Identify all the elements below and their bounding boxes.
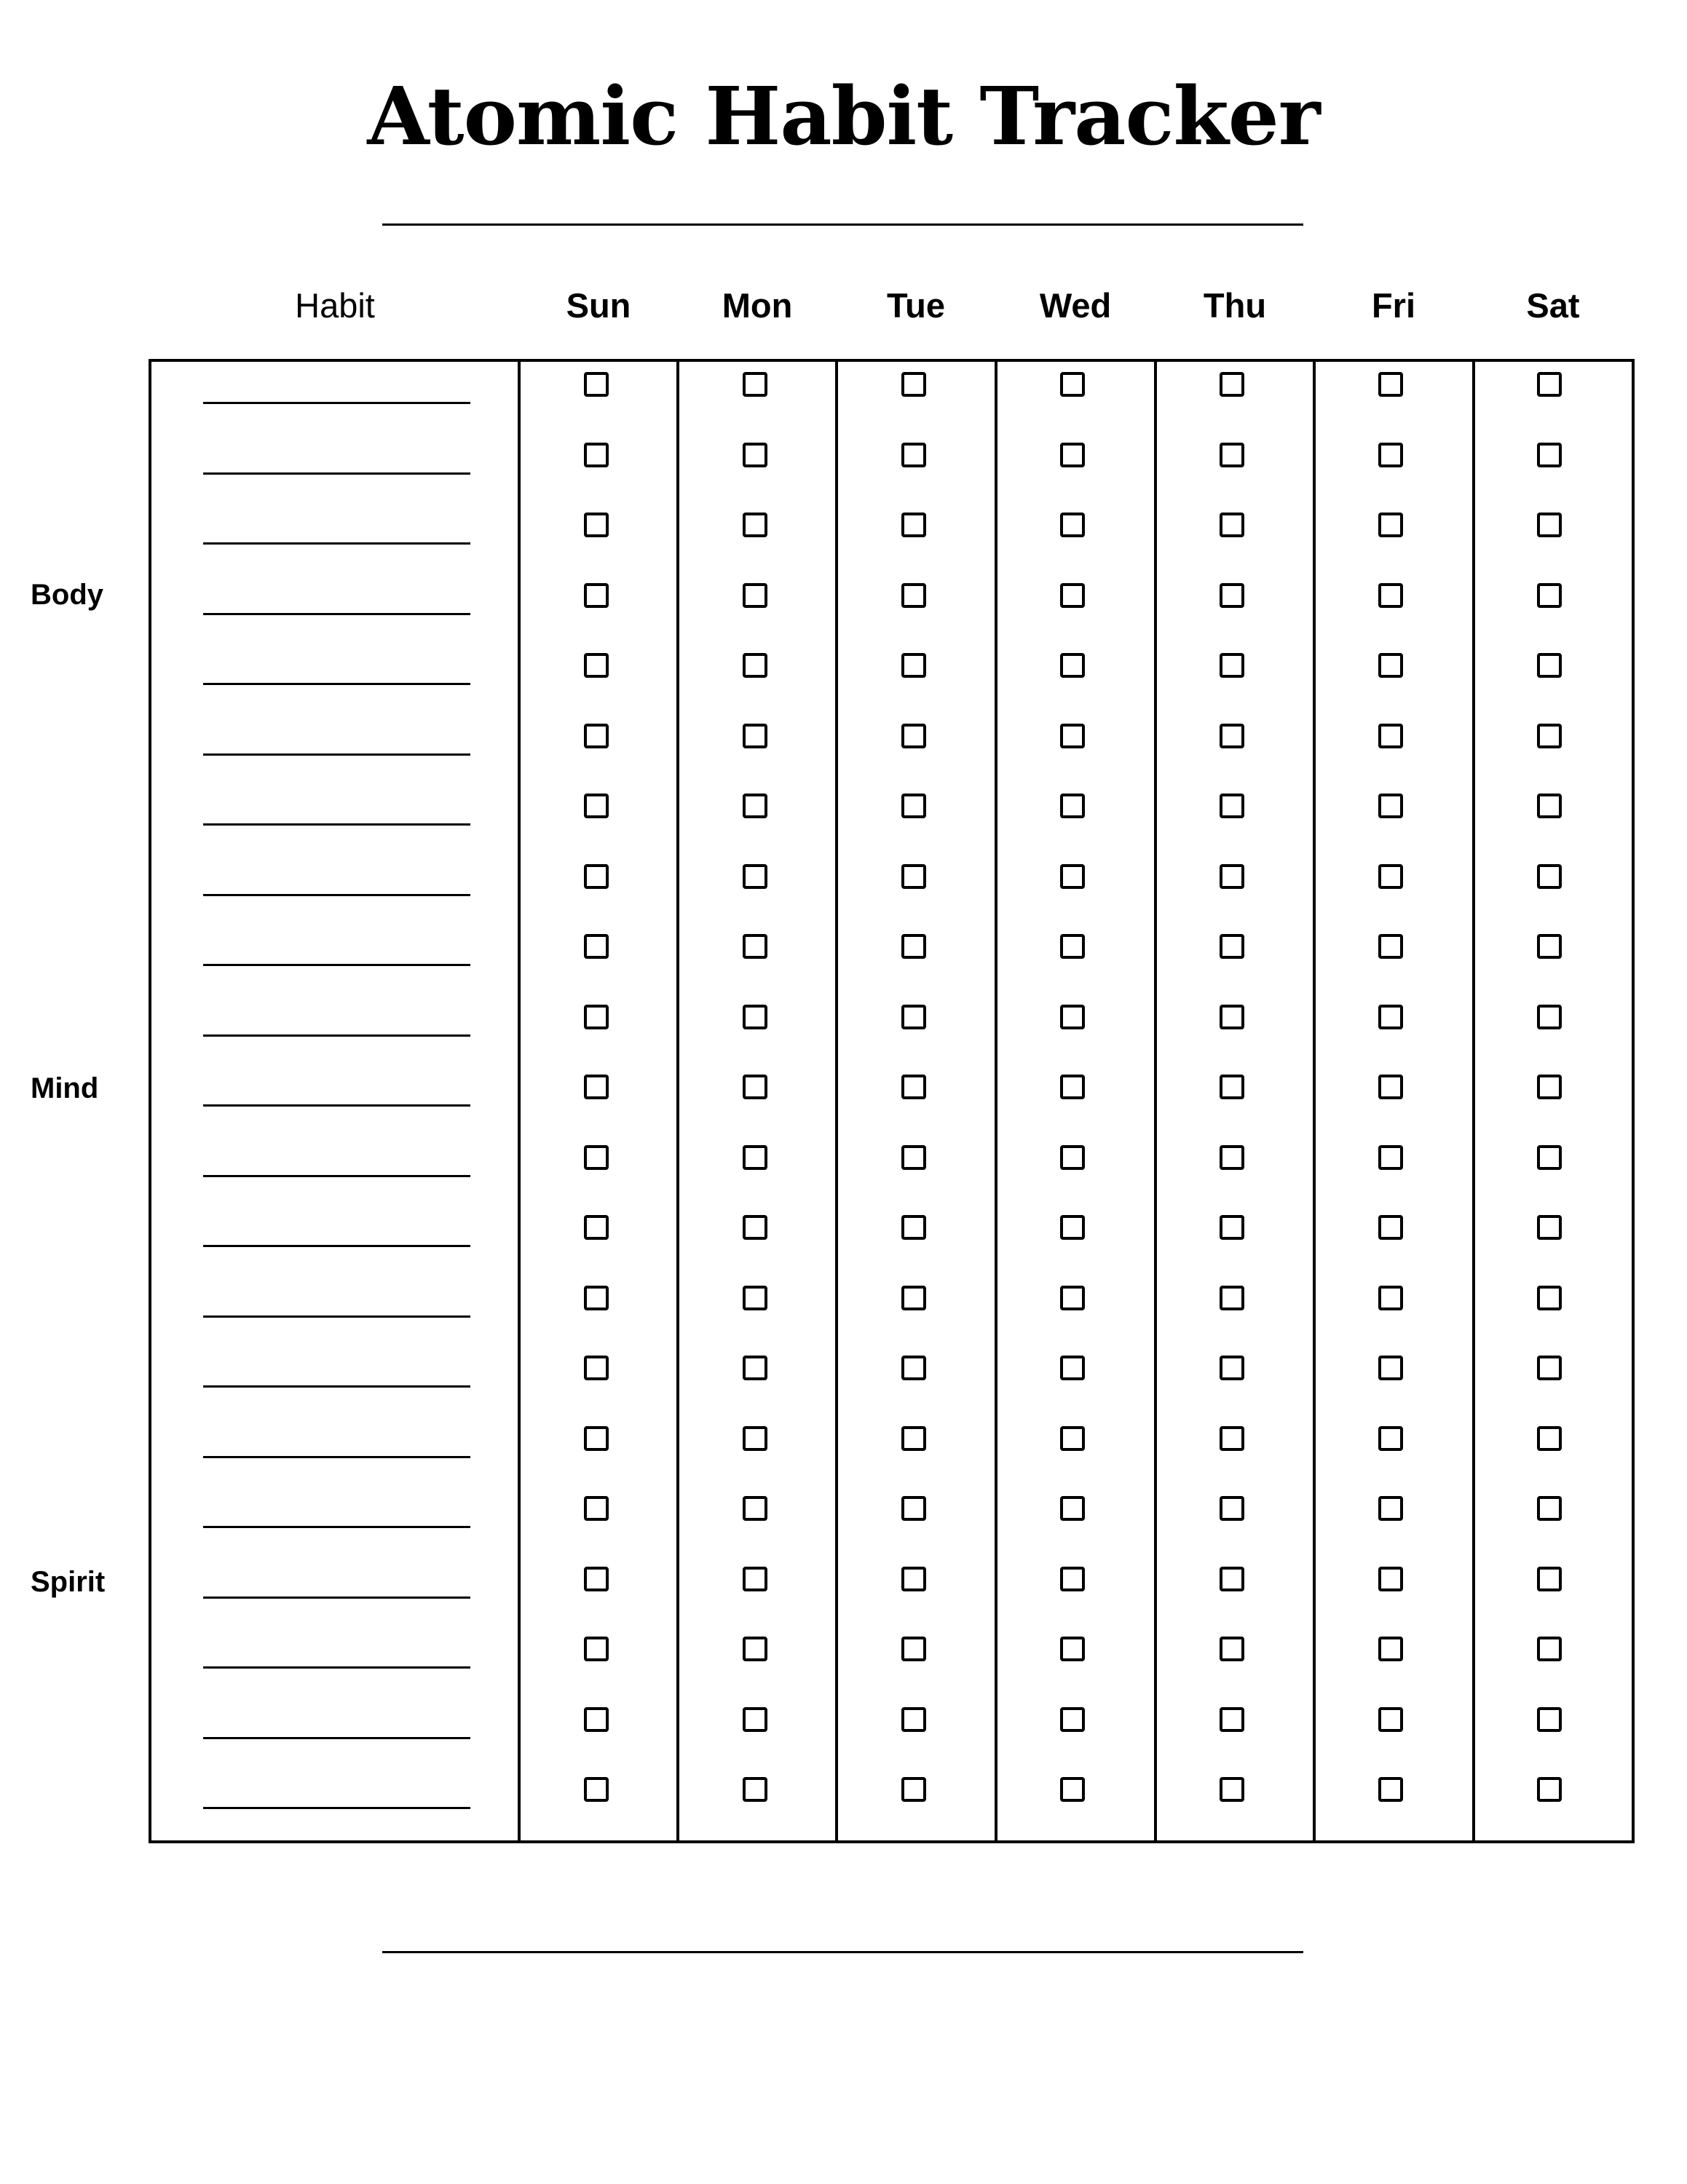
checkbox-sun[interactable] — [584, 1286, 609, 1310]
checkbox-tue[interactable] — [901, 724, 926, 748]
checkbox-mon[interactable] — [743, 372, 767, 397]
checkbox-thu[interactable] — [1220, 864, 1244, 889]
habit-column-header: Habit — [295, 286, 375, 325]
checkbox-sat[interactable] — [1537, 653, 1562, 678]
habit-name-line[interactable] — [203, 894, 470, 896]
checkbox-wed[interactable] — [1060, 1707, 1085, 1732]
day-header-sun: Sun — [566, 286, 631, 325]
checkbox-sat[interactable] — [1537, 794, 1562, 818]
checkbox-wed[interactable] — [1060, 864, 1085, 889]
checkbox-sat[interactable] — [1537, 513, 1562, 537]
checkbox-wed[interactable] — [1060, 724, 1085, 748]
checkbox-wed[interactable] — [1060, 1145, 1085, 1170]
checkbox-mon[interactable] — [743, 1356, 767, 1380]
column-divider — [835, 362, 838, 1840]
checkbox-mon[interactable] — [743, 1777, 767, 1802]
checkbox-fri[interactable] — [1378, 1005, 1403, 1029]
name-line-top[interactable] — [382, 223, 1303, 226]
checkbox-sat[interactable] — [1537, 1005, 1562, 1029]
habit-name-line[interactable] — [203, 1104, 470, 1107]
section-label-spirit: Spirit — [31, 1566, 106, 1598]
column-divider — [518, 362, 521, 1840]
column-divider — [1472, 362, 1475, 1840]
checkbox-sat[interactable] — [1537, 1145, 1562, 1170]
checkbox-tue[interactable] — [901, 443, 926, 467]
habit-grid — [149, 359, 1635, 1843]
checkbox-tue[interactable] — [901, 934, 926, 959]
habit-name-line[interactable] — [203, 1526, 470, 1528]
checkbox-mon[interactable] — [743, 1496, 767, 1521]
checkbox-fri[interactable] — [1378, 724, 1403, 748]
checkbox-sun[interactable] — [584, 1356, 609, 1380]
checkbox-sat[interactable] — [1537, 1637, 1562, 1661]
checkbox-sat[interactable] — [1537, 1777, 1562, 1802]
column-divider — [1313, 362, 1316, 1840]
checkbox-sat[interactable] — [1537, 583, 1562, 608]
checkbox-tue[interactable] — [901, 1356, 926, 1380]
checkbox-sun[interactable] — [584, 513, 609, 537]
checkbox-thu[interactable] — [1220, 513, 1244, 537]
checkbox-sat[interactable] — [1537, 1707, 1562, 1732]
column-divider — [676, 362, 679, 1840]
checkbox-wed[interactable] — [1060, 443, 1085, 467]
checkbox-sun[interactable] — [584, 1215, 609, 1240]
day-header-fri: Fri — [1371, 286, 1416, 325]
column-divider — [1154, 362, 1157, 1840]
checkbox-sun[interactable] — [584, 1426, 609, 1451]
checkbox-thu[interactable] — [1220, 583, 1244, 608]
checkbox-sat[interactable] — [1537, 934, 1562, 959]
checkbox-wed[interactable] — [1060, 1286, 1085, 1310]
checkbox-sun[interactable] — [584, 794, 609, 818]
habit-name-line[interactable] — [203, 823, 470, 826]
checkbox-sun[interactable] — [584, 1567, 609, 1591]
checkbox-sun[interactable] — [584, 1777, 609, 1802]
checkbox-tue[interactable] — [901, 1496, 926, 1521]
checkbox-fri[interactable] — [1378, 1286, 1403, 1310]
checkbox-fri[interactable] — [1378, 372, 1403, 397]
checkbox-wed[interactable] — [1060, 1215, 1085, 1240]
checkbox-sun[interactable] — [584, 1637, 609, 1661]
habit-name-line[interactable] — [203, 472, 470, 475]
checkbox-thu[interactable] — [1220, 1215, 1244, 1240]
checkbox-tue[interactable] — [901, 1005, 926, 1029]
checkbox-thu[interactable] — [1220, 1356, 1244, 1380]
checkbox-tue[interactable] — [901, 372, 926, 397]
checkbox-mon[interactable] — [743, 794, 767, 818]
checkbox-sun[interactable] — [584, 1496, 609, 1521]
checkbox-thu[interactable] — [1220, 1496, 1244, 1521]
checkbox-tue[interactable] — [901, 1426, 926, 1451]
checkbox-tue[interactable] — [901, 1075, 926, 1099]
habit-name-line[interactable] — [203, 1034, 470, 1037]
checkbox-wed[interactable] — [1060, 372, 1085, 397]
checkbox-fri[interactable] — [1378, 934, 1403, 959]
checkbox-wed[interactable] — [1060, 1075, 1085, 1099]
checkbox-sat[interactable] — [1537, 1356, 1562, 1380]
checkbox-thu[interactable] — [1220, 443, 1244, 467]
checkbox-sun[interactable] — [584, 1005, 609, 1029]
checkbox-sat[interactable] — [1537, 724, 1562, 748]
checkbox-fri[interactable] — [1378, 1707, 1403, 1732]
checkbox-tue[interactable] — [901, 1286, 926, 1310]
checkbox-sat[interactable] — [1537, 443, 1562, 467]
section-label-mind: Mind — [31, 1072, 99, 1104]
checkbox-tue[interactable] — [901, 1145, 926, 1170]
checkbox-tue[interactable] — [901, 794, 926, 818]
checkbox-sun[interactable] — [584, 864, 609, 889]
checkbox-thu[interactable] — [1220, 1145, 1244, 1170]
checkbox-mon[interactable] — [743, 1005, 767, 1029]
checkbox-fri[interactable] — [1378, 1496, 1403, 1521]
checkbox-mon[interactable] — [743, 1286, 767, 1310]
checkbox-tue[interactable] — [901, 1777, 926, 1802]
checkbox-mon[interactable] — [743, 1707, 767, 1732]
checkbox-fri[interactable] — [1378, 653, 1403, 678]
checkbox-wed[interactable] — [1060, 1356, 1085, 1380]
checkbox-tue[interactable] — [901, 1707, 926, 1732]
checkbox-sat[interactable] — [1537, 1567, 1562, 1591]
checkbox-thu[interactable] — [1220, 724, 1244, 748]
checkbox-fri[interactable] — [1378, 1426, 1403, 1451]
checkbox-mon[interactable] — [743, 583, 767, 608]
checkbox-thu[interactable] — [1220, 1426, 1244, 1451]
checkbox-sat[interactable] — [1537, 1075, 1562, 1099]
checkbox-wed[interactable] — [1060, 1496, 1085, 1521]
checkbox-fri[interactable] — [1378, 1777, 1403, 1802]
habit-name-line[interactable] — [203, 1666, 470, 1669]
checkbox-sat[interactable] — [1537, 1215, 1562, 1240]
checkbox-sun[interactable] — [584, 934, 609, 959]
checkbox-sat[interactable] — [1537, 1426, 1562, 1451]
checkbox-thu[interactable] — [1220, 794, 1244, 818]
section-label-body: Body — [31, 579, 103, 611]
column-divider — [995, 362, 997, 1840]
checkbox-wed[interactable] — [1060, 934, 1085, 959]
checkbox-thu[interactable] — [1220, 1707, 1244, 1732]
checkbox-sun[interactable] — [584, 1075, 609, 1099]
checkbox-thu[interactable] — [1220, 1567, 1244, 1591]
checkbox-sat[interactable] — [1537, 1496, 1562, 1521]
checkbox-mon[interactable] — [743, 864, 767, 889]
checkbox-tue[interactable] — [901, 1637, 926, 1661]
checkbox-thu[interactable] — [1220, 1637, 1244, 1661]
checkbox-sun[interactable] — [584, 372, 609, 397]
checkbox-thu[interactable] — [1220, 1777, 1244, 1802]
checkbox-mon[interactable] — [743, 724, 767, 748]
day-header-mon: Mon — [722, 286, 793, 325]
habit-name-line[interactable] — [203, 964, 470, 966]
checkbox-wed[interactable] — [1060, 653, 1085, 678]
checkbox-tue[interactable] — [901, 583, 926, 608]
habit-name-line[interactable] — [203, 1245, 470, 1247]
checkbox-wed[interactable] — [1060, 1777, 1085, 1802]
checkbox-mon[interactable] — [743, 1567, 767, 1591]
checkbox-fri[interactable] — [1378, 1637, 1403, 1661]
checkbox-wed[interactable] — [1060, 1426, 1085, 1451]
day-header-thu: Thu — [1203, 286, 1267, 325]
checkbox-tue[interactable] — [901, 1567, 926, 1591]
checkbox-sun[interactable] — [584, 724, 609, 748]
checkbox-thu[interactable] — [1220, 1286, 1244, 1310]
checkbox-fri[interactable] — [1378, 583, 1403, 608]
checkbox-sun[interactable] — [584, 583, 609, 608]
checkbox-fri[interactable] — [1378, 513, 1403, 537]
checkbox-mon[interactable] — [743, 1426, 767, 1451]
page-title: Atomic Habit Tracker — [367, 69, 1320, 163]
checkbox-mon[interactable] — [743, 1075, 767, 1099]
habit-name-line[interactable] — [203, 1456, 470, 1458]
habit-name-line[interactable] — [203, 1315, 470, 1318]
checkbox-wed[interactable] — [1060, 1567, 1085, 1591]
checkbox-wed[interactable] — [1060, 513, 1085, 537]
name-line-bottom[interactable] — [382, 1951, 1303, 1953]
checkbox-fri[interactable] — [1378, 1356, 1403, 1380]
checkbox-sat[interactable] — [1537, 372, 1562, 397]
checkbox-mon[interactable] — [743, 1215, 767, 1240]
habit-name-line[interactable] — [203, 1807, 470, 1809]
checkbox-tue[interactable] — [901, 1215, 926, 1240]
checkbox-sat[interactable] — [1537, 864, 1562, 889]
checkbox-fri[interactable] — [1378, 1145, 1403, 1170]
checkbox-thu[interactable] — [1220, 934, 1244, 959]
checkbox-fri[interactable] — [1378, 864, 1403, 889]
checkbox-sat[interactable] — [1537, 1286, 1562, 1310]
day-header-wed: Wed — [1039, 286, 1112, 325]
checkbox-fri[interactable] — [1378, 1215, 1403, 1240]
habit-name-line[interactable] — [203, 1737, 470, 1739]
habit-name-line[interactable] — [203, 1597, 470, 1599]
habit-name-line[interactable] — [203, 683, 470, 685]
checkbox-wed[interactable] — [1060, 583, 1085, 608]
checkbox-mon[interactable] — [743, 1145, 767, 1170]
checkbox-sun[interactable] — [584, 1707, 609, 1732]
checkbox-wed[interactable] — [1060, 1005, 1085, 1029]
checkbox-mon[interactable] — [743, 513, 767, 537]
checkbox-wed[interactable] — [1060, 794, 1085, 818]
checkbox-mon[interactable] — [743, 934, 767, 959]
checkbox-mon[interactable] — [743, 443, 767, 467]
checkbox-sun[interactable] — [584, 1145, 609, 1170]
checkbox-sun[interactable] — [584, 443, 609, 467]
checkbox-thu[interactable] — [1220, 1005, 1244, 1029]
habit-name-line[interactable] — [203, 402, 470, 404]
day-header-sat: Sat — [1526, 286, 1580, 325]
checkbox-fri[interactable] — [1378, 443, 1403, 467]
habit-name-line[interactable] — [203, 542, 470, 545]
habit-name-line[interactable] — [203, 613, 470, 615]
checkbox-tue[interactable] — [901, 653, 926, 678]
day-header-tue: Tue — [886, 286, 946, 325]
checkbox-sun[interactable] — [584, 653, 609, 678]
checkbox-mon[interactable] — [743, 1637, 767, 1661]
checkbox-fri[interactable] — [1378, 1075, 1403, 1099]
checkbox-fri[interactable] — [1378, 1567, 1403, 1591]
checkbox-tue[interactable] — [901, 864, 926, 889]
checkbox-wed[interactable] — [1060, 1637, 1085, 1661]
checkbox-thu[interactable] — [1220, 372, 1244, 397]
habit-name-line[interactable] — [203, 1175, 470, 1177]
checkbox-thu[interactable] — [1220, 653, 1244, 678]
checkbox-mon[interactable] — [743, 653, 767, 678]
checkbox-fri[interactable] — [1378, 794, 1403, 818]
habit-name-line[interactable] — [203, 1385, 470, 1388]
checkbox-thu[interactable] — [1220, 1075, 1244, 1099]
checkbox-tue[interactable] — [901, 513, 926, 537]
habit-name-line[interactable] — [203, 753, 470, 756]
